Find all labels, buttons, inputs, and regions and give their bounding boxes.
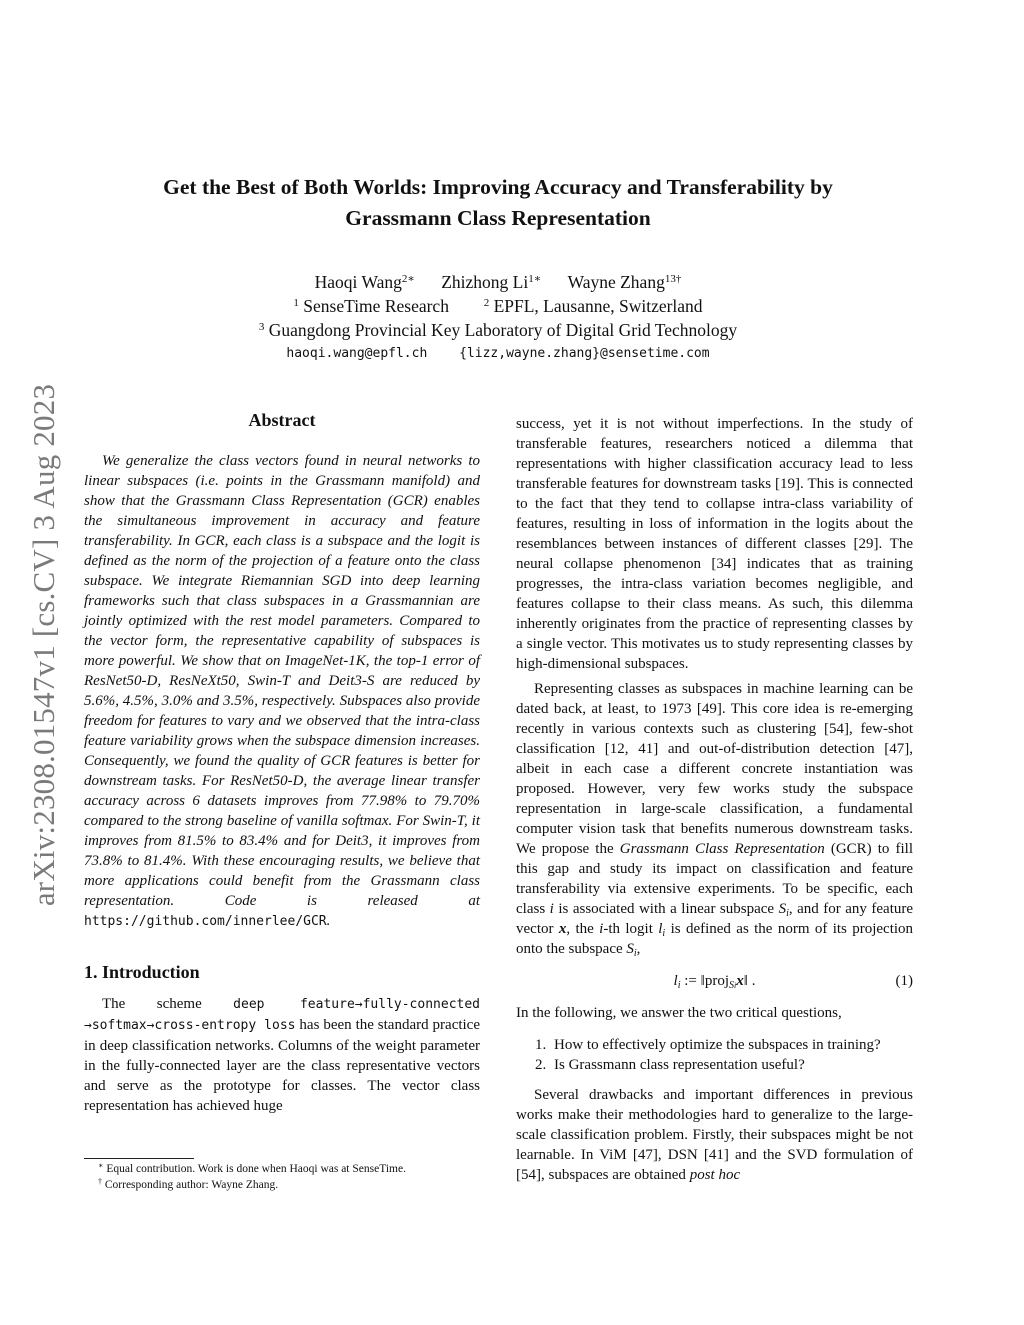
email-link[interactable]: {lizz,wayne.zhang}@sensetime.com <box>459 346 710 361</box>
author-row <box>100 270 896 294</box>
body-paragraph: In the following, we answer the two critical questions, <box>516 1005 842 1021</box>
author: Wayne Zhang$^{13\dagger}$ <box>567 272 682 292</box>
section-heading-introduction: 1. Introduction <box>84 962 200 982</box>
abstract-text: We generalize the class vectors found in neural networks to linear subspaces (i.e. points in the Grassmann manifold) and show that the Grassmann Class Representation (GCR) enables the simultaneous improvement in accuracy and feature transferability. In GCR, each class is a subspace and the logit is defined as the norm of the projection of a feature onto the class subspace. We integrate Riemannian SGD into deep learning frameworks such that class subspaces in a Grassmannian are jointly optimized with the rest model parameters. Compared to the vector form, the representative capability of subspaces is more powerful. We show that on ImageNet-1K, the top-1 error of ResNet50-D, ResNeXt50, Swin-T and Deit3-S are reduced by 5.6%, 4.5%, 3.0% and 3.5%, respectively. Subspaces also provide freedom for features to vary and we observed that the intra-class feature variability grows when the subspace dimension increases. Consequently, we found the quality of GCR features is better for downstream tasks. For ResNet50-D, the average linear transfer accuracy across 6 datasets improves from 77.98% to 79.70% compared to the strong baseline of vanilla softmax. For Swin-T, it improves from 81.5% to 83.4% and for Deit3, it improves from 73.8% to 81.4%. With these encouraging results, we believe that more applications could benefit from the Grassmann class representation. Code is released at https://github.com/innerlee/GCR. <box>84 453 480 929</box>
author: Zhizhong $Li^{1∗}$ <box>441 272 542 292</box>
author-block <box>100 270 896 342</box>
list-item: 1. How to effectively optimize the subspaces in training? <box>550 1035 913 1055</box>
affiliation-row <box>100 294 896 318</box>
equation-expression: $l_i$ := ‖proj$_{Si}$x‖ . <box>673 973 756 991</box>
affiliation: $^3$ Guangdong Provincial Key Laboratory of Digital Grid Technology <box>258 320 738 340</box>
title-line: Get the Best of Both Worlds: Improving Accuracy and Transferability by <box>163 175 833 199</box>
body-paragraph: Representing classes as subspaces in machine learning can be dated back, at least, to 1973 [49]. This core idea is re-emerging recently in various contexts such as clustering [54], few-shot classification [12, 41] and out-of-distribution detection [47], albeit in each case a different concrete instantiation was proposed. However, very few works study the subspace representation in large-scale classification, a fundamental computer vision task that benefits numerous downstream tasks. We propose the Grassmann Class Representation (GCR) to fill this gap and study its impact on classification and feature transferability via extensive experiments. To be specific, each class i is associated with a linear subspace $S_i$, and for any feature vector x, the i-th logit $l_i$ is defined as the norm of its projection onto the subspace $S_i$, <box>516 681 914 959</box>
footnotes <box>84 1158 480 1193</box>
affiliation-row <box>100 318 896 342</box>
email-link[interactable]: haoqi.wang@epfl.ch <box>286 346 428 361</box>
list-item: 2. Is Grassmann class representation useful? <box>550 1055 913 1075</box>
body-paragraph: success, yet it is not without imperfections. In the study of transferable features, researchers noticed a dilemma that representations with higher classification accuracy lead to less transferable features for downstream tasks [19]. This is connected to the fact that they tend to collapse intra-class variability of features, resulting in loss of information in the logits about the resemblances between instances of different classes [29]. The neural collapse phenomenon [34] indicates that as training progresses, the intra-class variation becomes negligible, and features collapse to their class means. As such, this dilemma inherently originates from the practice of representing classes by a single vector. This motivates us to study representing classes by high-dimensional subspaces. <box>516 416 913 672</box>
footnote: ∗ Equal contribution. Work is done when Haoqi was at SenseTime. <box>98 1161 406 1175</box>
question-list <box>516 1035 913 1075</box>
intro-paragraph: The scheme deep feature→fully-connected →softmax→cross-entropy loss has been the standard practice in deep classification networks. Columns of the weight parameter in the fully-connected layer are the class representative vectors and serve as the prototype for classes. The vector class representation has achieved huge <box>84 996 481 1114</box>
footnote-rule <box>84 1158 194 1159</box>
abstract-heading: Abstract <box>248 410 316 430</box>
affiliation: $^1$ SenseTime Research <box>293 296 449 316</box>
email-row <box>100 345 896 363</box>
title-line: Grassmann Class Representation <box>345 206 651 230</box>
author: Haoqi Wang$^{2∗}$ <box>314 272 415 292</box>
right-column <box>516 414 913 1185</box>
body-paragraph: Several drawbacks and important differences in previous works make their methodologies hard to generalize to the large-scale classification problem. Firstly, their subspaces might be not learnable. In ViM [47], DSN [41] and the SVD formulation of [54], subspaces are obtained post hoc <box>516 1087 913 1183</box>
footnote: † Corresponding author: Wayne Zhang. <box>98 1177 279 1191</box>
pipeline-code: deep feature→fully-connected →softmax→cross-entropy loss <box>84 997 480 1033</box>
left-column <box>84 408 480 1116</box>
equation-number: (1) <box>895 973 913 989</box>
affiliation: $^2$ EPFL, Lausanne, Switzerland <box>483 296 703 316</box>
code-url-link[interactable]: https://github.com/innerlee/GCR <box>84 914 327 929</box>
equation-1 <box>516 965 913 1001</box>
paper-title <box>100 172 896 234</box>
arxiv-side-stamp: arXiv:2308.01547v1 [cs.CV] 3 Aug 2023 <box>26 383 61 907</box>
